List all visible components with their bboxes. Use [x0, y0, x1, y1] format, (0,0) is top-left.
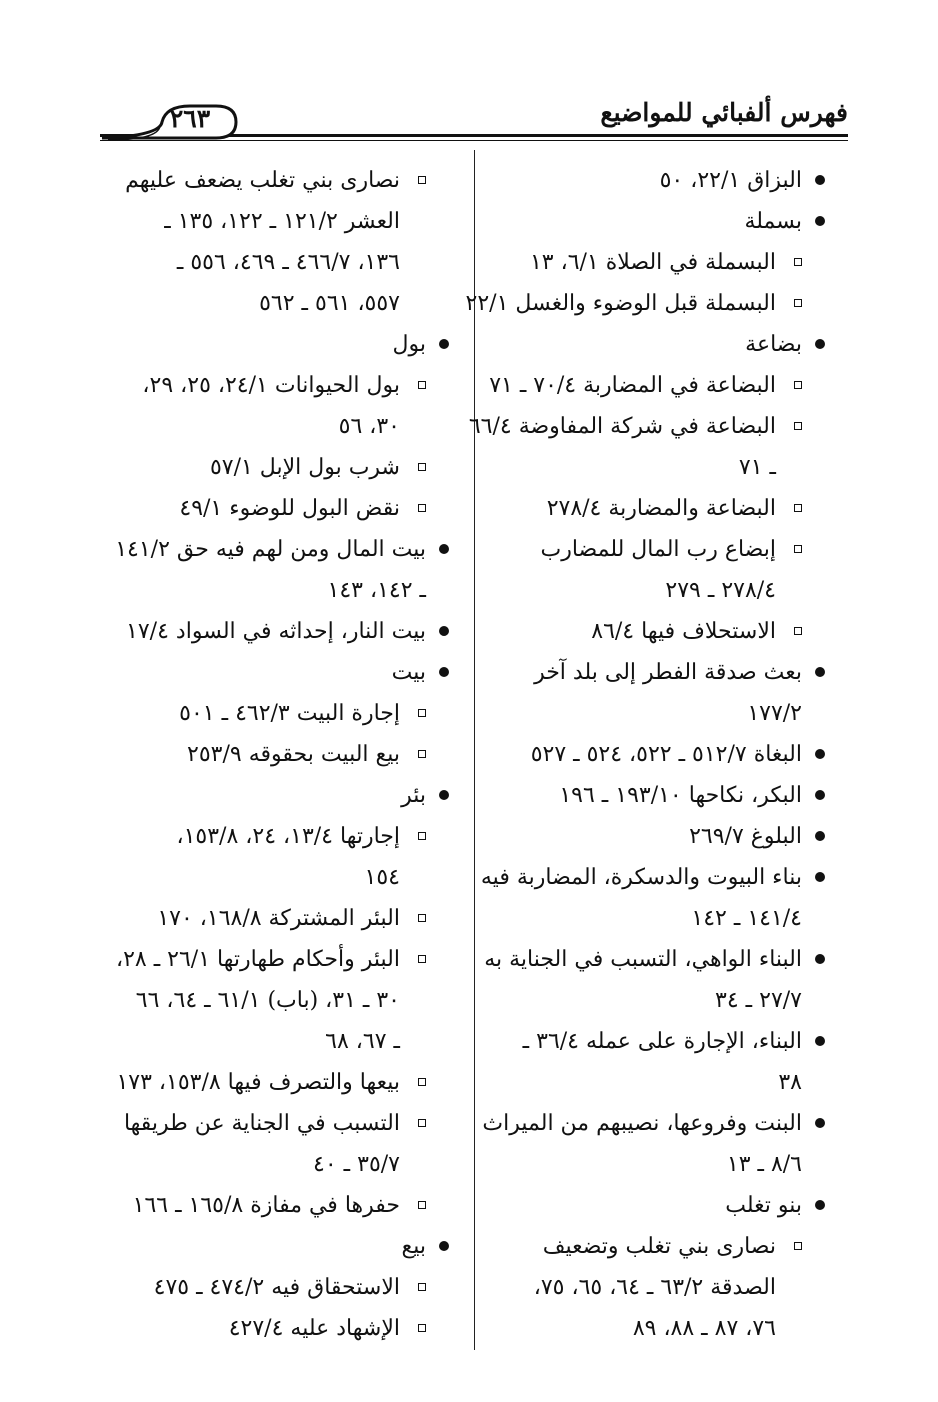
index-entry-continuation: ٧٦، ٨٧ ـ ٨٨، ٨٩: [632, 1316, 776, 1341]
index-column-left: [106, 160, 452, 1349]
index-entry-continuation: ٣٠، ٥٦: [338, 414, 400, 439]
index-column-right: [465, 160, 828, 1349]
index-subentry: البسملة في الصلاة ٦/١، ١٣: [498, 242, 828, 283]
index-subentry: بيعها والتصرف فيها ١٥٣/٨، ١٧٣: [106, 1062, 452, 1103]
index-entry: بعث صدقة الفطر إلى بلد آخر: [498, 652, 828, 693]
index-entry-continuation: ١٧٧/٢: [747, 701, 802, 726]
page-title: فهرس ألفبائي للمواضيع: [600, 98, 848, 127]
index-subentry: نصارى بني تغلب يضعف عليهم: [106, 160, 452, 201]
page-number-ornament: [100, 102, 238, 148]
index-subentry: البئر المشتركة ١٦٨/٨، ١٧٠: [106, 898, 452, 939]
index-entry-continuation: ٣٥/٧ ـ ٤٠: [313, 1152, 400, 1177]
index-entry-continuation: ٣٠ ـ ٣١، (باب) ٦١/١ ـ ٦٤، ٦٦: [135, 988, 400, 1013]
index-entry: بيت: [106, 652, 452, 693]
index-subentry: حفرها في مفازة ١٦٥/٨ ـ ١٦٦: [106, 1185, 452, 1226]
index-subentry: الإشهاد عليه ٤٢٧/٤: [106, 1308, 452, 1349]
index-entry: البناء الواهي، التسبب في الجناية به: [498, 939, 828, 980]
index-entry: بضاعة: [498, 324, 828, 365]
index-entry: بول: [106, 324, 452, 365]
index-entry: البكر، نكاحها ١٩٣/١٠ ـ ١٩٦: [498, 775, 828, 816]
index-entry: بنو تغلب: [498, 1185, 828, 1226]
column-divider: [474, 150, 475, 1350]
page-number: ٢٦٣: [169, 104, 211, 133]
index-entry: البلوغ ٢٦٩/٧: [498, 816, 828, 857]
index-entry-continuation: ١٣٦، ٤٦٦/٧ ـ ٤٦٩، ٥٥٦ ـ: [176, 250, 400, 275]
index-subentry: إبضاع رب المال للمضارب: [498, 529, 828, 570]
page-header: [100, 88, 848, 148]
index-subentry: إجارة البيت ٤٦٢/٣ ـ ٥٠١: [106, 693, 452, 734]
index-subentry: شرب بول الإبل ٥٧/١: [106, 447, 452, 488]
index-entry: بيع: [106, 1226, 452, 1267]
index-entry-continuation: العشر ١٢١/٢ ـ ١٢٢، ١٣٥ ـ: [164, 209, 400, 234]
index-subentry: البضاعة والمضاربة ٢٧٨/٤: [498, 488, 828, 529]
index-entry-continuation: ٨/٦ ـ ١٣: [726, 1152, 802, 1177]
index-entry-continuation: ـ ١٤٢، ١٤٣: [327, 578, 426, 603]
index-entry-continuation: ٣٨: [778, 1070, 802, 1095]
index-entry-continuation: ٢٧٨/٤ ـ ٢٧٩: [665, 578, 776, 603]
index-entry: بسملة: [498, 201, 828, 242]
index-entry-continuation: ١٥٤: [364, 865, 400, 890]
index-subentry: الاستحقاق فيه ٤٧٤/٢ ـ ٤٧٥: [106, 1267, 452, 1308]
index-subentry: التسبب في الجناية عن طريقها: [106, 1103, 452, 1144]
index-subentry: نصارى بني تغلب وتضعيف: [498, 1226, 828, 1267]
index-subentry: البضاعة في المضاربة ٧٠/٤ ـ ٧١: [498, 365, 828, 406]
index-entry-continuation: ٥٥٧، ٥٦١ ـ ٥٦٢: [259, 291, 400, 316]
index-entry: البناء، الإجارة على عمله ٣٦/٤ ـ: [498, 1021, 828, 1062]
index-entry: بيت النار، إحداثه في السواد ١٧/٤: [106, 611, 452, 652]
index-subentry: إجارتها ١٣/٤، ٢٤، ١٥٣/٨،: [106, 816, 452, 857]
index-subentry: البئر وأحكام طهارتها ٢٦/١ ـ ٢٨،: [106, 939, 452, 980]
index-subentry: بيع البيت بحقوقه ٢٥٣/٩: [106, 734, 452, 775]
index-entry: بئر: [106, 775, 452, 816]
index-entry: البزاق ٢٢/١، ٥٠: [498, 160, 828, 201]
index-subentry: البسملة قبل الوضوء والغسل ٢٢/١: [498, 283, 828, 324]
index-entry-continuation: ٢٧/٧ ـ ٣٤: [715, 988, 802, 1013]
index-entry: البغاة ٥١٢/٧ ـ ٥٢٢، ٥٢٤ ـ ٥٢٧: [498, 734, 828, 775]
index-entry-continuation: ـ ٦٧، ٦٨: [325, 1029, 400, 1054]
index-subentry: البضاعة في شركة المفاوضة ٦٦/٤: [498, 406, 828, 447]
index-entry-continuation: ـ ٧١: [738, 455, 776, 480]
index-subentry: نقض البول للوضوء ٤٩/١: [106, 488, 452, 529]
index-entry: البنت وفروعها، نصيبهم من الميراث: [498, 1103, 828, 1144]
index-entry: بناء البيوت والدسكرة، المضاربة فيه: [498, 857, 828, 898]
index-subentry: الاستحلاف فيها ٨٦/٤: [498, 611, 828, 652]
index-entry-continuation: الصدقة ٦٣/٢ ـ ٦٤، ٦٥، ٧٥،: [533, 1275, 776, 1300]
index-subentry: بول الحيوانات ٢٤/١، ٢٥، ٢٩،: [106, 365, 452, 406]
index-entry: بيت المال ومن لهم فيه حق ١٤١/٢: [106, 529, 452, 570]
index-entry-continuation: ١٤١/٤ ـ ١٤٢: [691, 906, 802, 931]
